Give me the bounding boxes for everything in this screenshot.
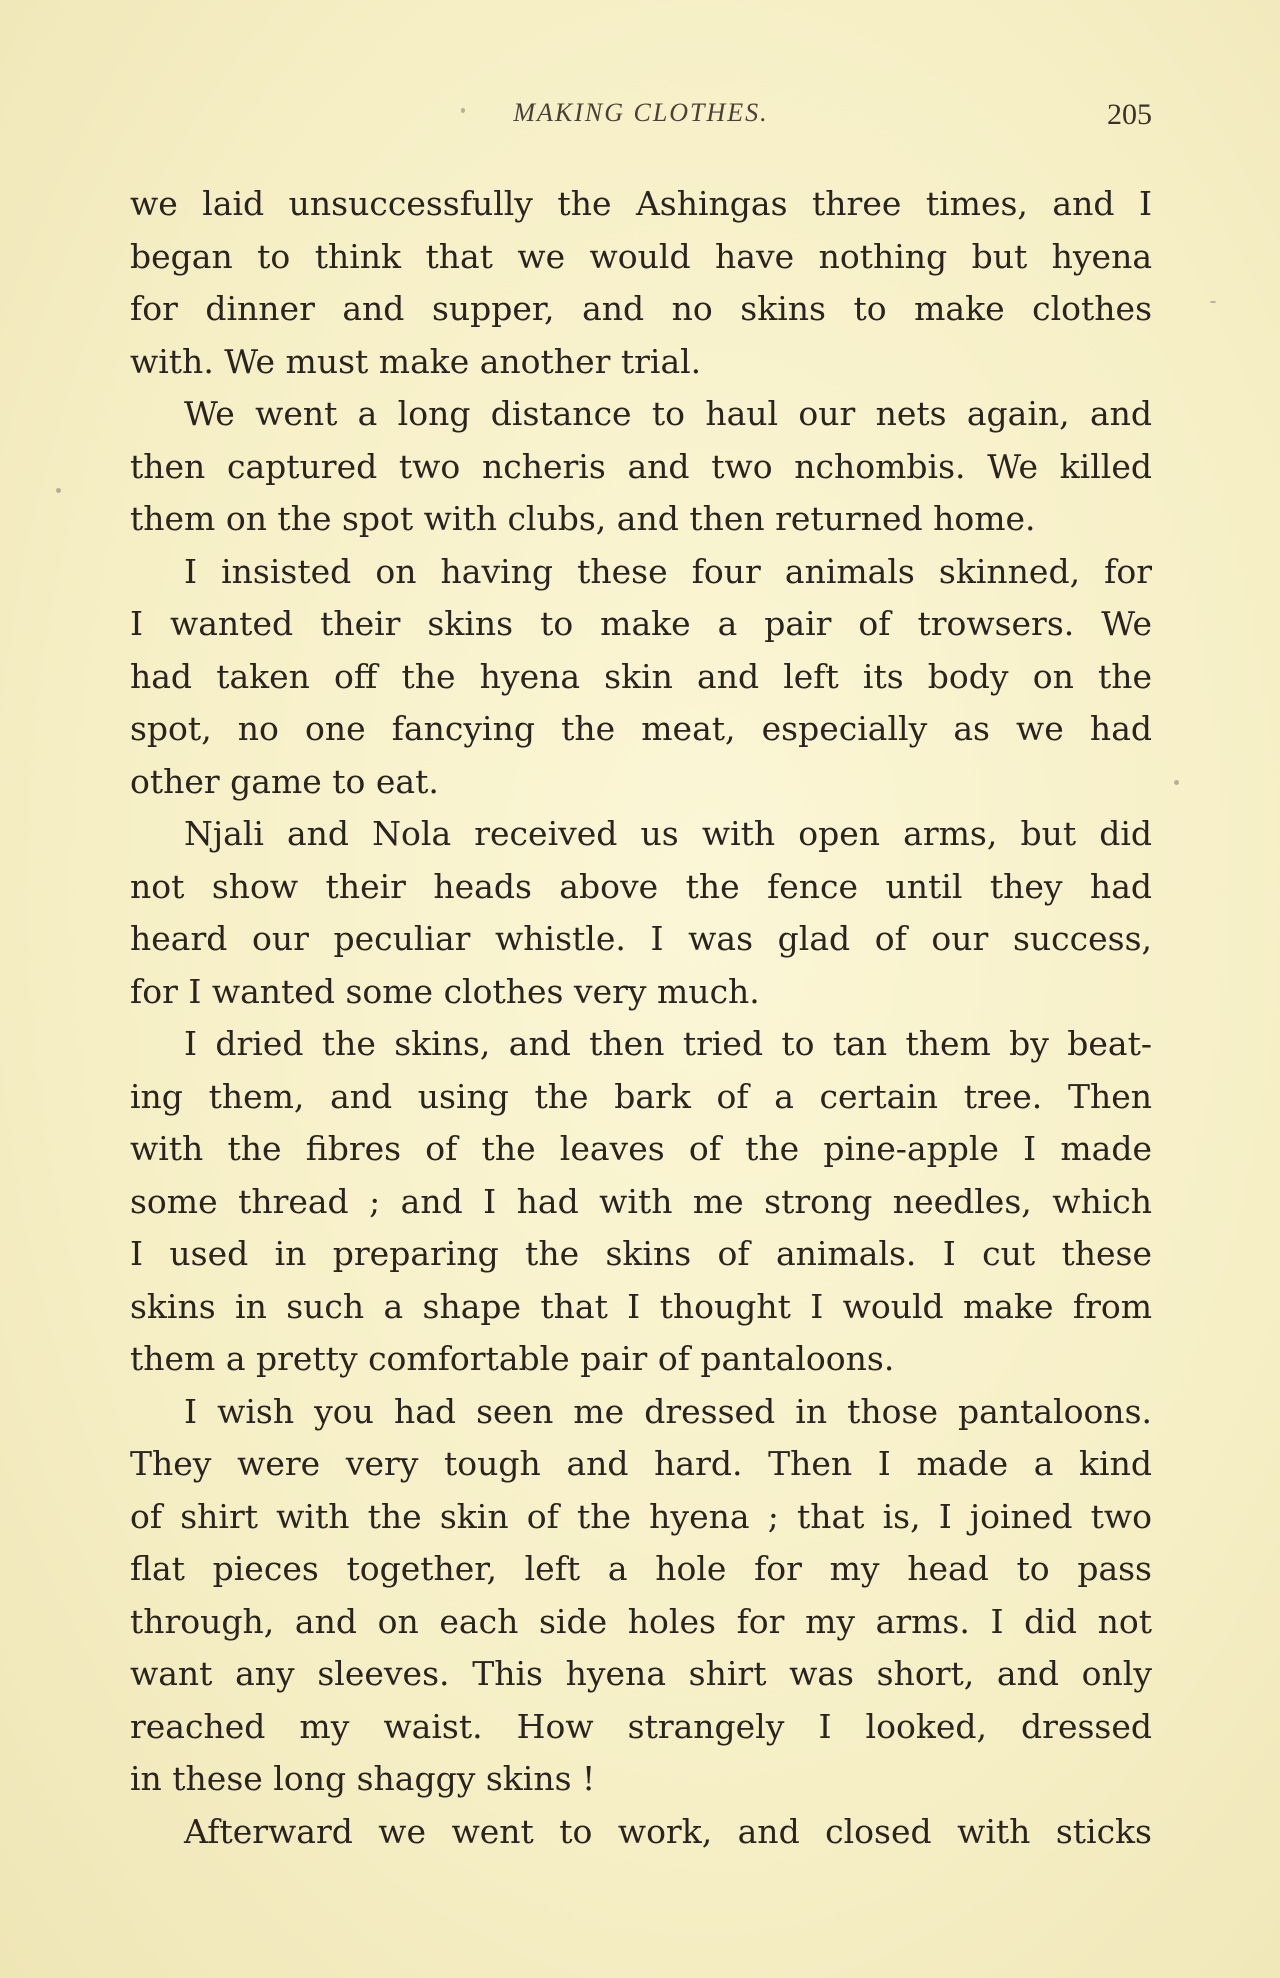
text-line: I used in preparing the skins of animals. I cut these <box>130 1234 1152 1273</box>
running-head <box>130 98 1152 138</box>
text-line: began to think that we would have nothing but hyena <box>130 236 1152 276</box>
running-title: MAKING CLOTHES. <box>513 98 769 127</box>
text-line: for I wanted some clothes very much. <box>130 971 760 1011</box>
text-line: flat pieces together, left a hole for my head to pass <box>130 1549 1152 1588</box>
text-line: through, and on each side holes for my arms. I did not <box>130 1601 1152 1641</box>
text-line: had taken off the hyena skin and left its body on the <box>130 656 1152 696</box>
print-speck <box>1210 301 1216 303</box>
text-line: I insisted on having these four animals skinned, for <box>184 551 1152 591</box>
text-line: They were very tough and hard. Then I made a kind <box>130 1444 1152 1483</box>
text-line: I wanted their skins to make a pair of trowsers. We <box>130 604 1152 643</box>
text-line: I wish you had seen me dressed in those pantaloons. <box>184 1391 1152 1431</box>
text-line: in these long shaggy skins ! <box>130 1759 596 1798</box>
text-line: want any sleeves. This hyena shirt was short, and only <box>130 1654 1152 1693</box>
body-text <box>130 178 1152 1858</box>
text-line: heard our peculiar whistle. I was glad of our success, <box>130 919 1152 958</box>
print-speck <box>461 108 465 113</box>
text-line: with the fibres of the leaves of the pine-apple I made <box>130 1129 1152 1168</box>
text-line: spot, no one fancying the meat, especially as we had <box>130 709 1152 748</box>
text-line: for dinner and supper, and no skins to make clothes <box>130 289 1152 328</box>
text-line: of shirt with the skin of the hyena ; that is, I joined two <box>130 1496 1152 1536</box>
text-line: other game to eat. <box>130 761 439 801</box>
text-line: skins in such a shape that I thought I would make from <box>130 1286 1152 1326</box>
text-line: some thread ; and I had with me strong needles, which <box>130 1181 1152 1221</box>
text-line: them on the spot with clubs, and then returned home. <box>130 499 1036 538</box>
text-line: Afterward we went to work, and closed with sticks <box>184 1811 1152 1851</box>
text-line: them a pretty comfortable pair of pantaloons. <box>130 1339 895 1378</box>
print-speck <box>1174 780 1179 785</box>
text-line: with. We must make another trial. <box>130 341 702 381</box>
print-speck <box>56 488 61 493</box>
text-line: ing them, and using the bark of a certain tree. Then <box>130 1076 1152 1116</box>
page-number: 205 <box>1107 98 1152 131</box>
text-line: We went a long distance to haul our nets again, and <box>184 394 1152 433</box>
text-line: we laid unsuccessfully the Ashingas three times, and I <box>130 184 1152 223</box>
text-line: not show their heads above the fence until they had <box>130 866 1152 906</box>
text-line: reached my waist. How strangely I looked, dressed <box>130 1706 1152 1746</box>
text-line: I dried the skins, and then tried to tan them by beat- <box>184 1024 1152 1063</box>
text-line: then captured two ncheris and two nchombis. We killed <box>130 446 1152 486</box>
text-line: Njali and Nola received us with open arms, but did <box>184 814 1152 853</box>
